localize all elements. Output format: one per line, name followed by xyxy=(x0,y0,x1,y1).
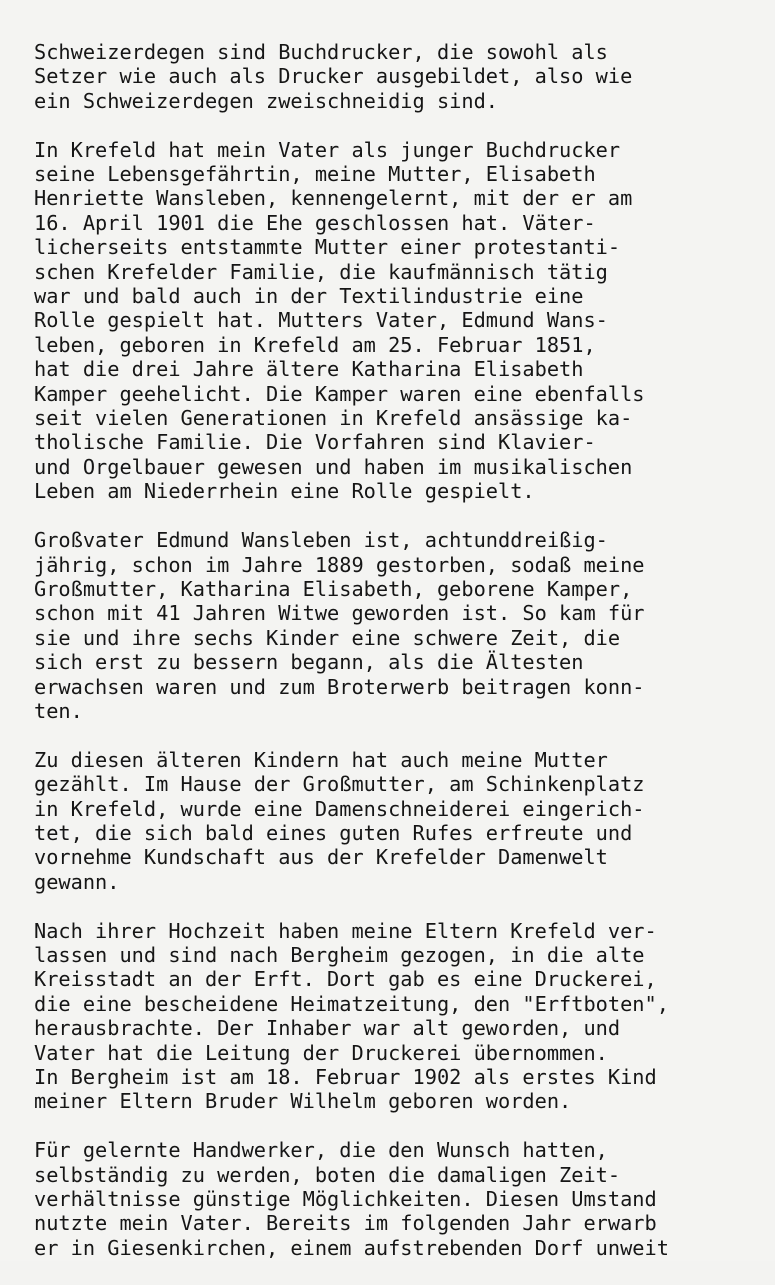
text-line: Kreisstadt an der Erft. Dort gab es eine Druckerei, xyxy=(34,967,657,992)
text-line: war und bald auch in der Textilindustrie eine xyxy=(34,284,584,309)
text-line: licherseits entstammte Mutter einer protestanti- xyxy=(34,235,621,260)
text-line: 16. April 1901 die Ehe geschlossen hat. Väter- xyxy=(34,210,596,235)
text-line: Großmutter, Katharina Elisabeth, geborene Kamper, xyxy=(34,576,633,601)
text-line: erwachsen waren und zum Broterwerb beitragen konn- xyxy=(34,674,645,699)
text-line: Kamper geehelicht. Die Kamper waren eine ebenfalls xyxy=(34,381,645,406)
text-line: sie und ihre sechs Kinder eine schwere Zeit, die xyxy=(34,625,621,650)
text-line: in Krefeld, wurde eine Damenschneiderei eingerich- xyxy=(34,796,645,821)
text-line: seit vielen Generationen in Krefeld ansässige ka- xyxy=(34,406,633,431)
text-line: gewann. xyxy=(34,869,120,894)
text-line: ein Schweizerdegen zweischneidig sind. xyxy=(34,88,498,113)
text-line: ten. xyxy=(34,698,83,723)
text-line: In Krefeld hat mein Vater als junger Buchdrucker xyxy=(34,137,621,162)
text-line: jährig, schon im Jahre 1889 gestorben, sodaß meine xyxy=(34,552,645,577)
text-line: schen Krefelder Familie, die kaufmännisch tätig xyxy=(34,259,608,284)
text-line: In Bergheim ist am 18. Februar 1902 als erstes Kind xyxy=(34,1065,657,1089)
text-line: Für gelernte Handwerker, die den Wunsch hatten, xyxy=(34,1138,608,1163)
text-line: Setzer wie auch als Drucker ausgebildet, also wie xyxy=(34,64,633,89)
paragraph-4 xyxy=(34,748,774,894)
text-line: schon mit 41 Jahren Witwe geworden ist. So kam für xyxy=(34,601,645,626)
text-line: tet, die sich bald eines guten Rufes erfreute und xyxy=(34,820,633,845)
paragraph-6 xyxy=(34,1138,774,1260)
text-line: gezählt. Im Hause der Großmutter, am Schinkenplatz xyxy=(34,772,645,797)
text-line: Vater hat die Leitung der Druckerei übernommen. xyxy=(34,1040,608,1065)
paragraph-3 xyxy=(34,528,774,723)
paragraph-1 xyxy=(34,40,774,113)
text-line: und Orgelbauer gewesen und haben im musikalischen xyxy=(34,454,633,479)
text-line: Leben am Niederrhein eine Rolle gespielt. xyxy=(34,479,535,504)
text-line: meiner Eltern Bruder Wilhelm geboren worden. xyxy=(34,1089,572,1114)
text-line: nutzte mein Vater. Bereits im folgenden Jahr erwarb xyxy=(34,1211,657,1236)
text-line: seine Lebensgefährtin, meine Mutter, Elisabeth xyxy=(34,162,596,187)
text-line: Schweizerdegen sind Buchdrucker, die sowohl als xyxy=(34,40,608,64)
text-line: die eine bescheidene Heimatzeitung, den "Erftboten", xyxy=(34,991,669,1016)
text-line: verhältnisse günstige Möglichkeiten. Diesen Umstand xyxy=(34,1187,657,1212)
text-line: leben, geboren in Krefeld am 25. Februar 1851, xyxy=(34,332,596,357)
typewritten-text xyxy=(34,40,774,1285)
text-line: Großvater Edmund Wansleben ist, achtunddreißig- xyxy=(34,528,608,553)
text-line: hat die drei Jahre ältere Katharina Elisabeth xyxy=(34,357,584,382)
text-line: tholische Familie. Die Vorfahren sind Klavier- xyxy=(34,430,596,455)
text-line: sich erst zu bessern begann, als die Ältesten xyxy=(34,650,584,675)
text-line: Nach ihrer Hochzeit haben meine Eltern Krefeld ver- xyxy=(34,918,657,943)
paragraph-2 xyxy=(34,138,774,504)
text-line: selbständig zu werden, boten die damaligen Zeit- xyxy=(34,1162,621,1187)
text-line: vornehme Kundschaft aus der Krefelder Damenwelt xyxy=(34,845,608,870)
text-line: Rolle gespielt hat. Mutters Vater, Edmund Wans- xyxy=(34,308,608,333)
text-line: Henriette Wansleben, kennengelernt, mit der er am xyxy=(34,186,633,211)
text-line: er in Giesenkirchen, einem aufstrebenden Dorf unweit xyxy=(34,1235,669,1260)
paragraph-5 xyxy=(34,919,774,1114)
text-line: Zu diesen älteren Kindern hat auch meine Mutter xyxy=(34,747,608,772)
text-line: lassen und sind nach Bergheim gezogen, in die alte xyxy=(34,942,645,967)
text-line: herausbrachte. Der Inhaber war alt geworden, und xyxy=(34,1016,621,1041)
